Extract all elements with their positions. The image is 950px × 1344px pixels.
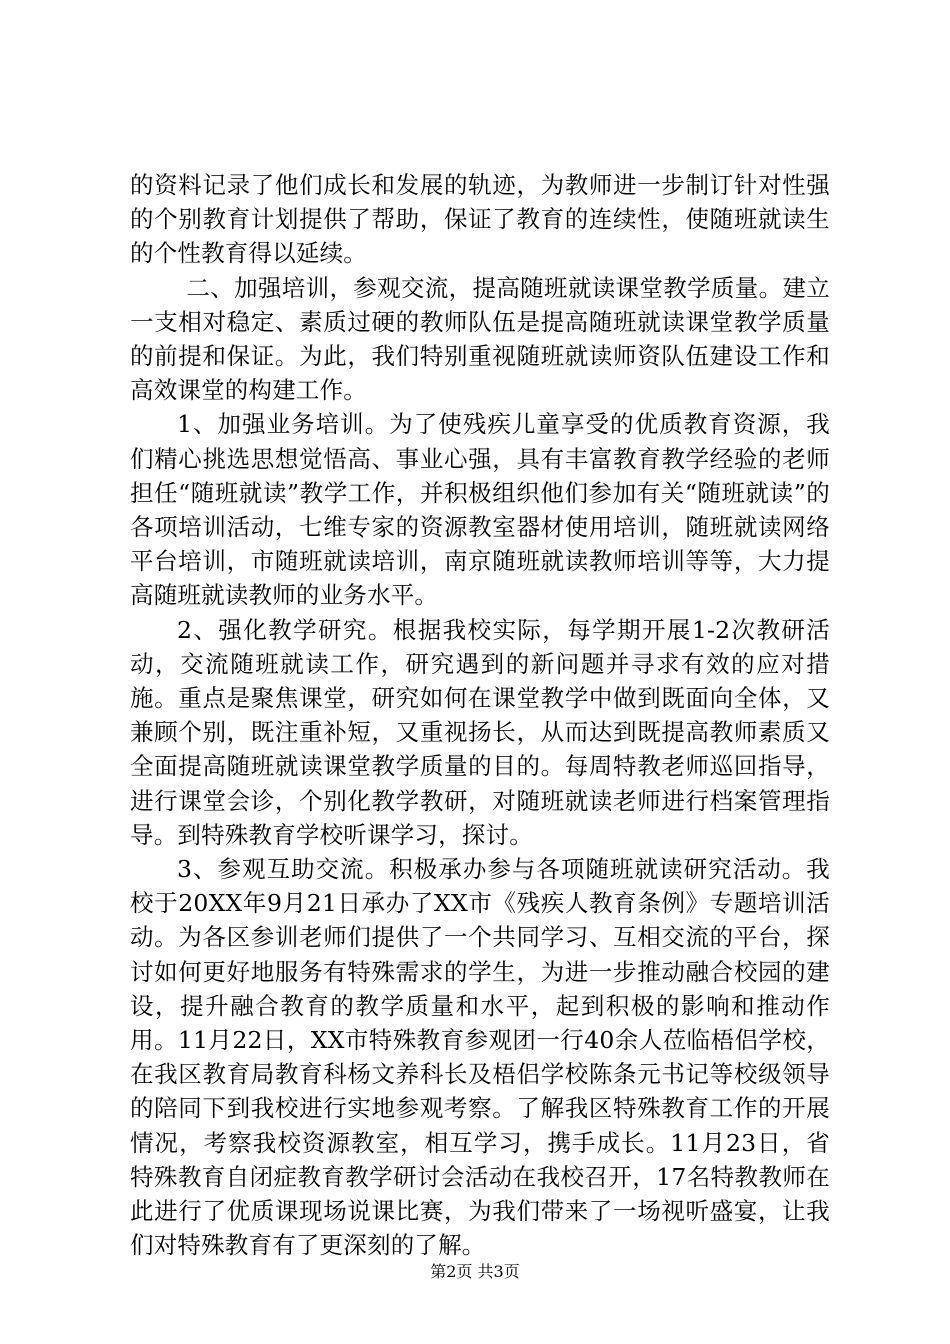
paragraph-item-three: 3、参观互助交流。积极承办参与各项随班就读研究活动。我校于20XX年9月21日承办了XX市《残疾人教育条例》专题培训活动。为各区参训老师们提供了一个共同学习、互相交流的平台，探讨如何更好地服务有特殊需求的学生，为进一步推动融合校园的建设，提升融合教育的教学质量和水平，起到积极的影响和推动作用。11月22日，XX市特殊教育参观团一行40余人莅临梧侣学校，在我区教育局教育科杨文养科长及梧侣学校陈条元书记等校级领导的陪同下到我校进行实地参观考察。了解我区特殊教育工作的开展情况，考察我校资源教室，相互学习，携手成长。11月23日，省特殊教育自闭症教育教学研讨会活动在我校召开，17名特教教师在此进行了优质课现场说课比赛，为我们带来了一场视听盛宴，让我们对特殊教育有了更深刻的了解。 [130, 855, 830, 1260]
paragraph-section-two-heading: 二、加强培训，参观交流，提高随班就读课堂教学质量。建立一支相对稳定、素质过硬的教师队伍是提高随班就读课堂教学质量的前提和保证。为此，我们特别重视随班就读师资队伍建设工作和高效课堂的构建工作。 [130, 273, 830, 405]
paragraph-item-two: 2、强化教学研究。根据我校实际，每学期开展1-2次教研活动，交流随班就读工作，研究遇到的新问题并寻求有效的应对措施。重点是聚焦课堂，研究如何在课堂教学中做到既面向全体，又兼顾个别，既注重补短，又重视扬长，从而达到既提高教师素质又全面提高随班就读课堂教学质量的目的。每周特教老师巡回指导，进行课堂会诊，个别化教学教研，对随班就读老师进行档案管理指导。到特殊教育学校听课学习，探讨。 [130, 615, 830, 849]
page-number-footer: 第2页 共3页 [430, 1262, 520, 1281]
document-body [130, 168, 830, 1263]
paragraph-continuation: 的资料记录了他们成长和发展的轨迹，为教师进一步制订针对性强的个别教育计划提供了帮助，保证了教育的连续性，使随班就读生的个性教育得以延续。 [130, 171, 830, 268]
paragraph-item-one: 1、加强业务培训。为了使残疾儿童享受的优质教育资源，我们精心挑选思想觉悟高、事业心强，具有丰富教育教学经验的老师担任“随班就读”教学工作，并积极组织他们参加有关“随班就读”的各项培训活动，七维专家的资源教室器材使用培训，随班就读网络平台培训，市随班就读培训，南京随班就读教师培训等等，大力提高随班就读教师的业务水平。 [130, 410, 830, 610]
